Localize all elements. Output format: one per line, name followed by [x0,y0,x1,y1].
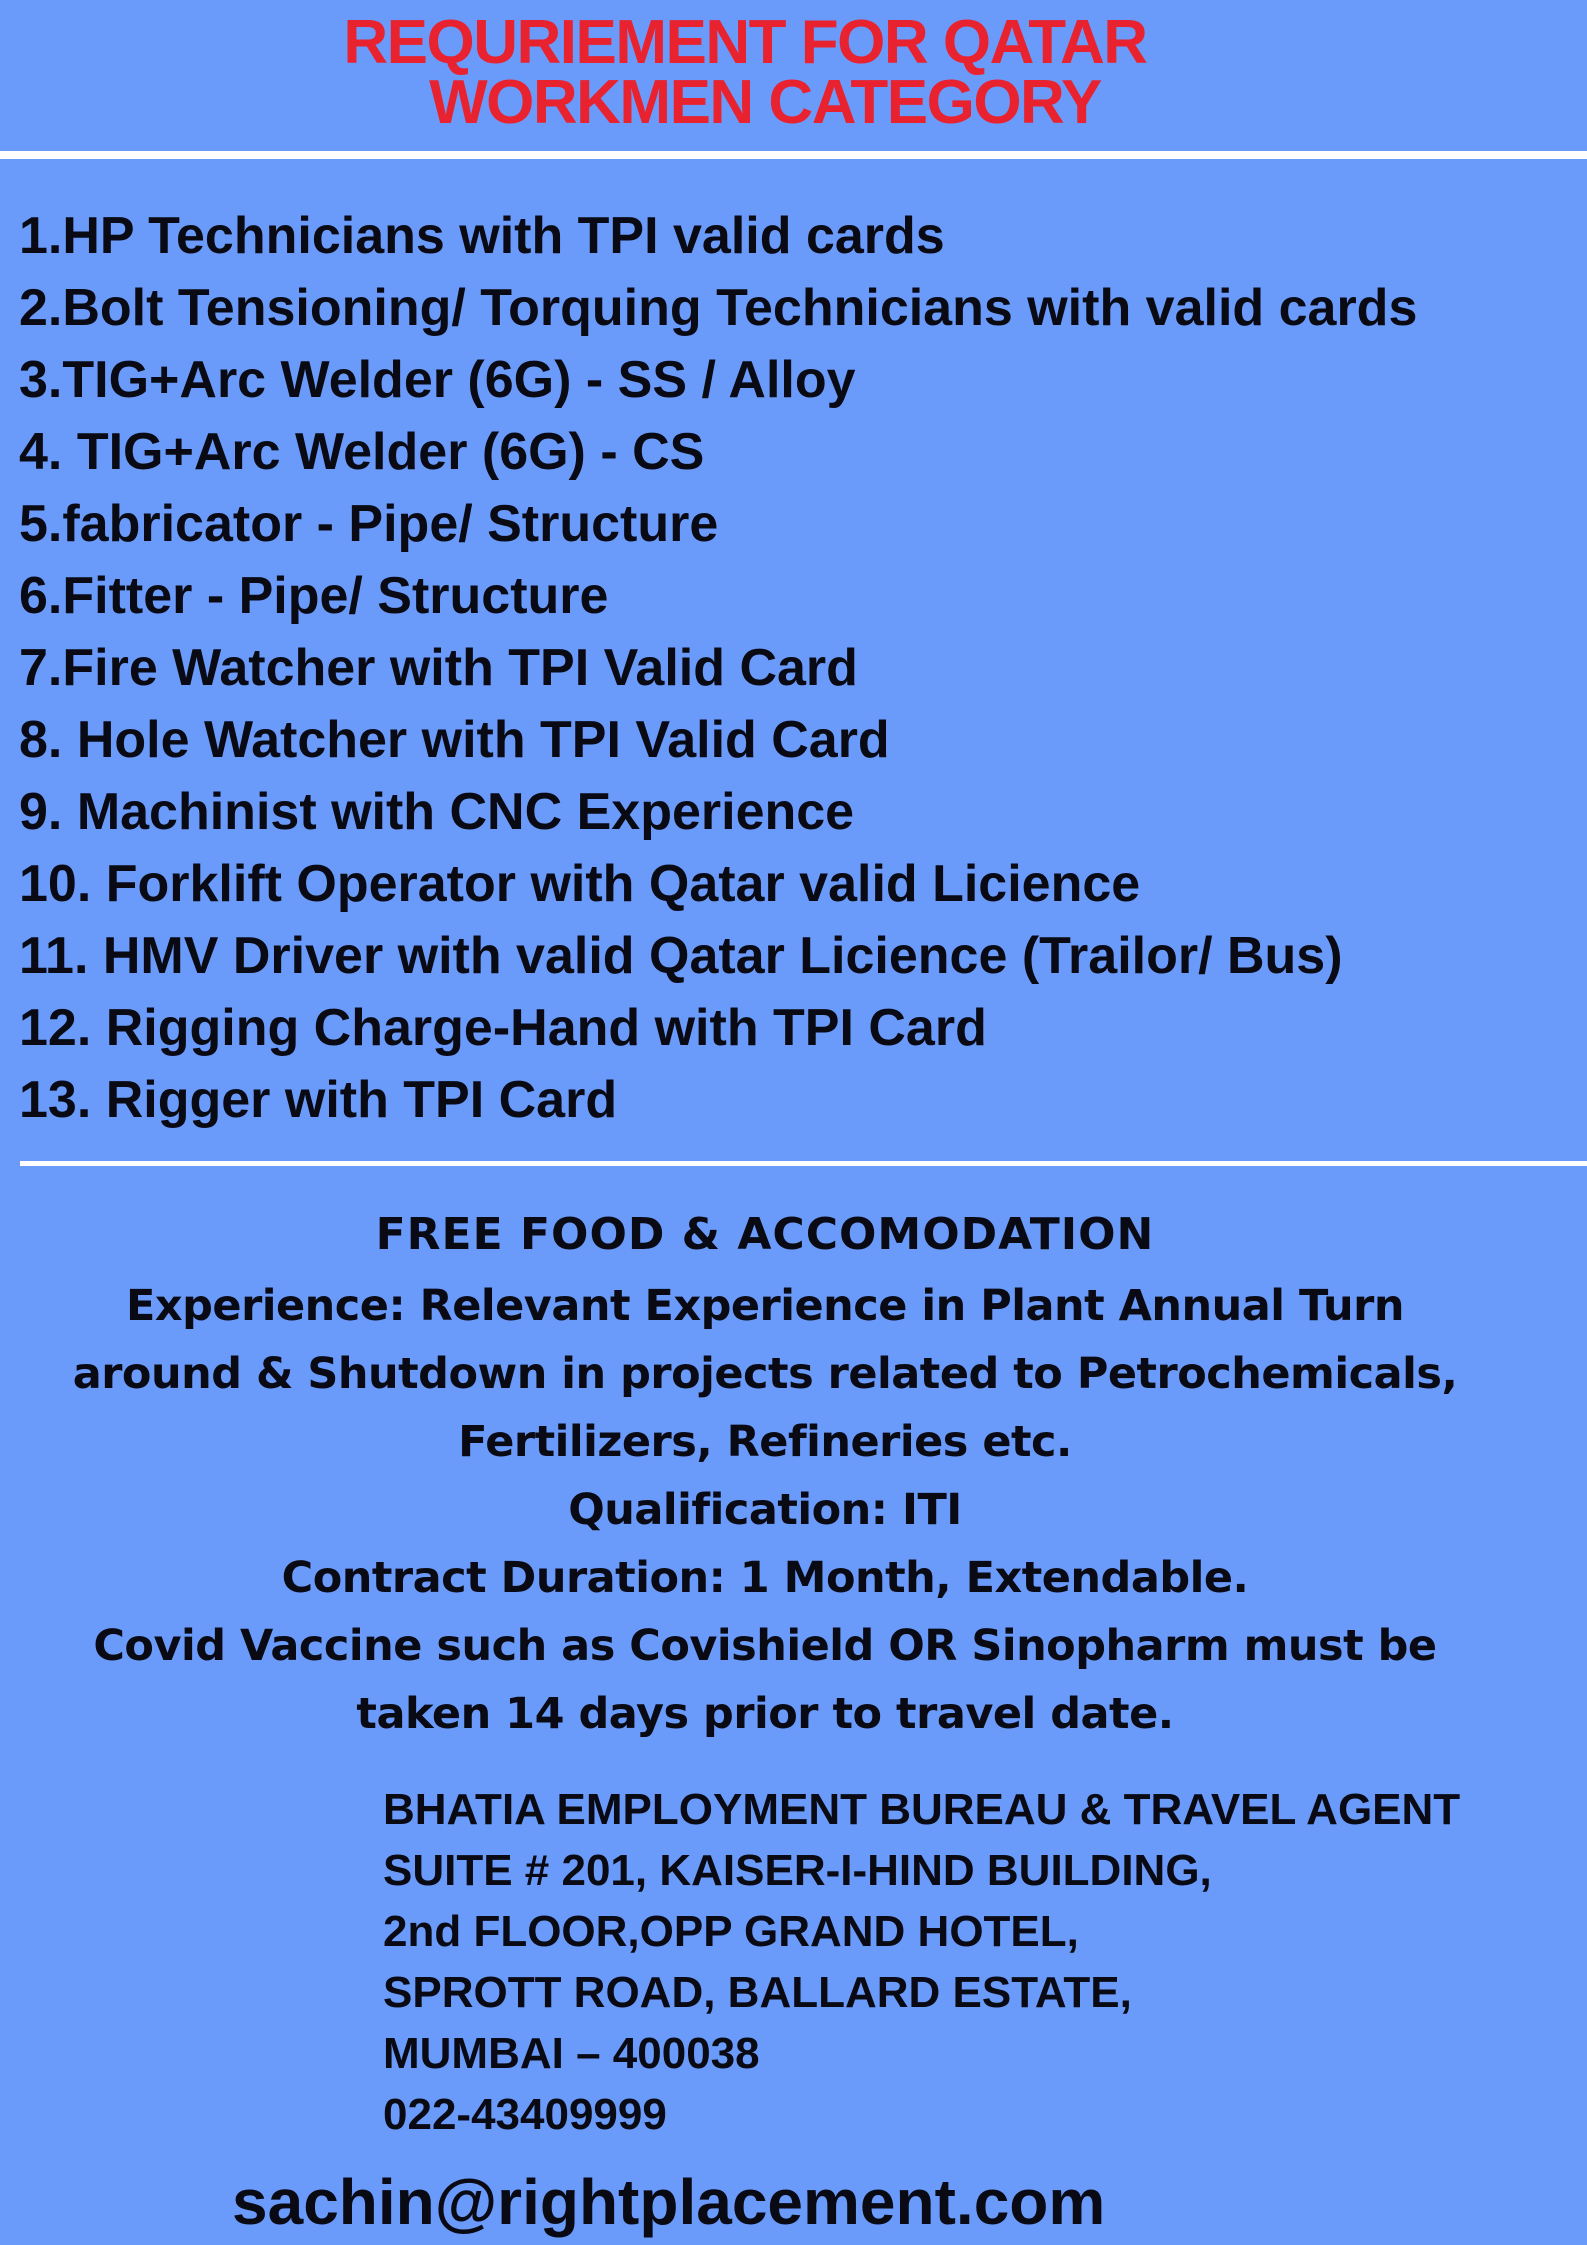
position-item: 11. HMV Driver with valid Qatar Licience (Trailor/ Bus) [19,927,1343,985]
position-item: 5.fabricator - Pipe/ Structure [19,495,719,553]
benefits-heading: FREE FOOD & ACCOMODATION [375,1209,1155,1260]
company-name: BHATIA EMPLOYMENT BUREAU & TRAVEL AGENT [383,1785,1461,1834]
contact-email: sachin@rightplacement.com [232,2166,1106,2238]
experience-line-3: Fertilizers, Refineries etc. [458,1417,1072,1467]
top-divider [0,151,1587,159]
contract-duration: Contract Duration: 1 Month, Extendable. [281,1553,1249,1603]
position-item: 1.HP Technicians with TPI valid cards [19,207,945,265]
position-item: 4. TIG+Arc Welder (6G) - CS [19,423,705,481]
address-city: MUMBAI – 400038 [383,2029,760,2078]
position-list [19,200,1417,1136]
middle-divider [20,1161,1587,1166]
contact-address [383,1779,1460,2145]
address-line-1: SUITE # 201, KAISER-I-HIND BUILDING, [383,1846,1212,1895]
position-item: 3.TIG+Arc Welder (6G) - SS / Alloy [19,351,856,409]
position-item: 12. Rigging Charge-Hand with TPI Card [19,999,987,1057]
position-item: 2.Bolt Tensioning/ Torquing Technicians with valid cards [19,279,1418,337]
position-item: 13. Rigger with TPI Card [19,1071,618,1129]
requirements-block [0,1272,1530,1748]
position-item: 10. Forklift Operator with Qatar valid Licience [19,855,1141,913]
experience-line-1: Experience: Relevant Experience in Plant Annual Turn [126,1281,1404,1331]
address-line-3: SPROTT ROAD, BALLARD ESTATE, [383,1968,1132,2017]
covid-line-2: taken 14 days prior to travel date. [356,1689,1174,1739]
title-line-1: REQURIEMENT FOR QATAR [343,8,1147,77]
qualification: Qualification: ITI [568,1485,962,1535]
experience-line-2: around & Shutdown in projects related to Petrochemicals, [72,1349,1458,1399]
covid-line-1: Covid Vaccine such as Covishield OR Sinopharm must be [93,1621,1437,1671]
position-item: 8. Hole Watcher with TPI Valid Card [19,711,890,769]
position-item: 7.Fire Watcher with TPI Valid Card [19,639,858,697]
position-item: 9. Machinist with CNC Experience [19,783,855,841]
title-line-2: WORKMEN CATEGORY [429,68,1101,137]
position-item: 6.Fitter - Pipe/ Structure [19,567,609,625]
phone-number: 022-43409999 [383,2090,667,2139]
address-line-2: 2nd FLOOR,OPP GRAND HOTEL, [383,1907,1079,1956]
